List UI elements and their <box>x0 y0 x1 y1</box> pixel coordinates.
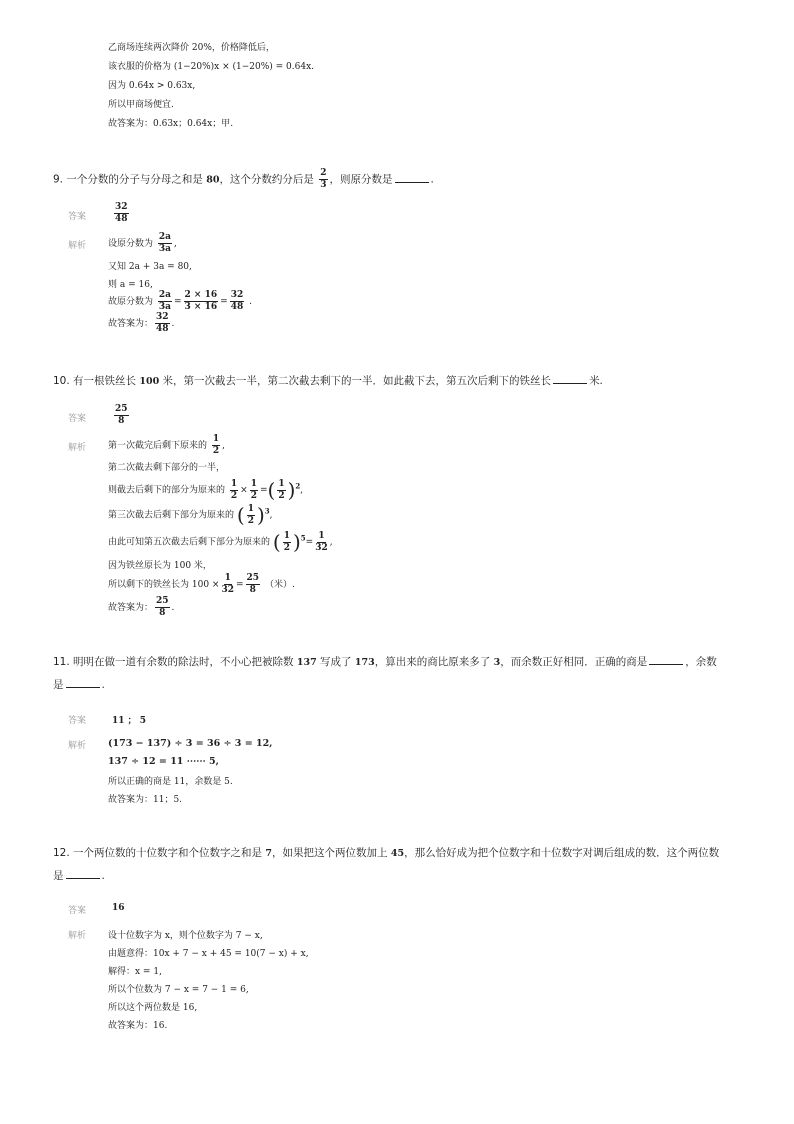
q12-analysis-line-2: 由题意得：10x + 7 − x + 45 = 10(7 − x) + x, <box>108 949 309 959</box>
q9-text-a: 9. 一个分数的分子与分母之和是 <box>53 173 207 186</box>
q12-answer: 16 <box>112 903 125 913</box>
q10-length-value: 100 <box>139 376 160 387</box>
q10-analysis-label: 解析 <box>68 443 87 453</box>
q10-answer-label: 答案 <box>68 414 87 424</box>
q10-text-b: 米，第一次截去一半，第二次截去剩下的一半．如此截下去，第五次后剩下的铁丝长 <box>159 375 552 387</box>
q12-analysis-line-4: 所以个位数为 7 − x = 7 − 1 = 6, <box>108 985 249 995</box>
q9-analysis-label: 解析 <box>68 241 87 251</box>
q9-text-b: ，这个分数约分后是 <box>219 173 318 186</box>
q11-analysis-label: 解析 <box>68 741 87 751</box>
q9-text-c: ，则原分数是 <box>329 173 393 186</box>
q10-analysis-line-7: 所以剩下的铁丝长为 100 × $\frac{1}{32}$ = $\frac{25}{8}$ （米）. <box>108 573 295 595</box>
q10-analysis-line-5: 由此可知第五次截去后剩下部分为原来的 ( $\frac{1}{2}$ )$^5$= $\frac{1}{32}$ , <box>108 530 333 554</box>
q9-analysis-line-3: 则 a = 16, <box>108 280 153 290</box>
q9-reduced-fraction: $\frac{2}{3}$ <box>320 168 327 190</box>
q12-answer-blank <box>66 870 100 879</box>
q10-analysis-line-3: 则截去后剩下的部分为原来的 $\frac{1}{2}$ × $\frac{1}{2}$ =( $\frac{1}{2}$ )$^2$, <box>108 478 304 502</box>
q9-analysis-line-1: 设原分数为 $\frac{2a}{3a}$ , <box>108 232 177 254</box>
prev-analysis-line-1: 乙商场连续两次降价 20%，价格降低后， <box>108 43 275 53</box>
q12-analysis-line-1: 设十位数字为 x，则个位数字为 7 − x, <box>108 931 263 941</box>
q10-answer-blank <box>553 375 587 384</box>
question-11: 11. 明明在做一道有余数的除法时，不小心把被除数 137 写成了 173，算出来的商比原来多了 3，而余数正好相同．正确的商是 ，余数 是 . <box>53 656 717 691</box>
q11-answer: 11 ； 5 <box>112 716 147 726</box>
q10-text-c: 米. <box>589 375 603 387</box>
q12-analysis-line-6: 故答案为：16. <box>108 1021 168 1031</box>
q10-analysis-line-4: 第三次截去后剩下部分为原来的 ( $\frac{1}{2}$ )$^3$, <box>108 503 273 527</box>
q11-analysis-line-4: 故答案为：11；5. <box>108 795 183 805</box>
question-9 <box>53 168 743 192</box>
q10-answer: $\frac{25}{8}$ <box>115 404 128 426</box>
q11-analysis-line-3: 所以正确的商是 11，余数是 5. <box>108 777 233 787</box>
question-10 <box>53 370 743 393</box>
q10-text-a: 10. 有一根铁丝长 <box>53 375 140 387</box>
q9-answer-blank <box>395 174 429 183</box>
q9-analysis-line-2: 又知 2a + 3a = 80, <box>108 262 192 272</box>
q11-remainder-blank <box>66 679 100 688</box>
q9-analysis-line-5: 故答案为： $\frac{32}{48}$ . <box>108 312 175 334</box>
q10-analysis-line-2: 第二次截去剩下部分的一半， <box>108 463 226 473</box>
q11-answer-label: 答案 <box>68 716 87 726</box>
q10-analysis-line-1: 第一次截完后剩下原来的 $\frac{1}{2}$ , <box>108 434 226 456</box>
q9-sum-value: 80 <box>206 174 220 186</box>
question-12: 12. 一个两位数的十位数字和个位数字之和是 7，如果把这个两位数加上 45，那么恰好成为把个位数字和十位数字对调后组成的数．这个两位数 是 . <box>53 847 720 882</box>
q10-analysis-line-6: 因为铁丝原长为 100 米， <box>108 561 212 571</box>
q12-answer-label: 答案 <box>68 906 87 916</box>
q11-quotient-blank <box>649 656 683 665</box>
q12-analysis-line-3: 解得：x = 1, <box>108 967 162 977</box>
q10-analysis-line-8: 故答案为： $\frac{25}{8}$ . <box>108 596 175 618</box>
q9-answer: $\frac{32}{48}$ <box>115 202 128 224</box>
q12-analysis-label: 解析 <box>68 931 87 941</box>
prev-analysis-line-3: 因为 0.64x > 0.63x, <box>108 81 196 91</box>
q9-text-d: . <box>430 173 434 186</box>
prev-analysis-line-2: 该衣服的价格为 (1−20%)x × (1−20%) = 0.64x. <box>108 62 315 72</box>
prev-analysis-line-5: 故答案为：0.63x；0.64x；甲. <box>108 119 234 129</box>
q9-analysis-line-4: 故原分数为 $\frac{2a}{3a}$ = $\frac{2 \times 16}{3 \times 16}$ = $\frac{32}{48}$ . <box>108 290 252 312</box>
q11-analysis-line-2: 137 ÷ 12 = 11 ⋯⋯ 5, <box>108 756 219 767</box>
q9-answer-label: 答案 <box>68 212 87 222</box>
prev-analysis-line-4: 所以甲商场便宜. <box>108 100 174 110</box>
q12-analysis-line-5: 所以这个两位数是 16, <box>108 1003 198 1013</box>
q11-analysis-line-1: (173 − 137) ÷ 3 = 36 ÷ 3 = 12, <box>108 738 273 749</box>
